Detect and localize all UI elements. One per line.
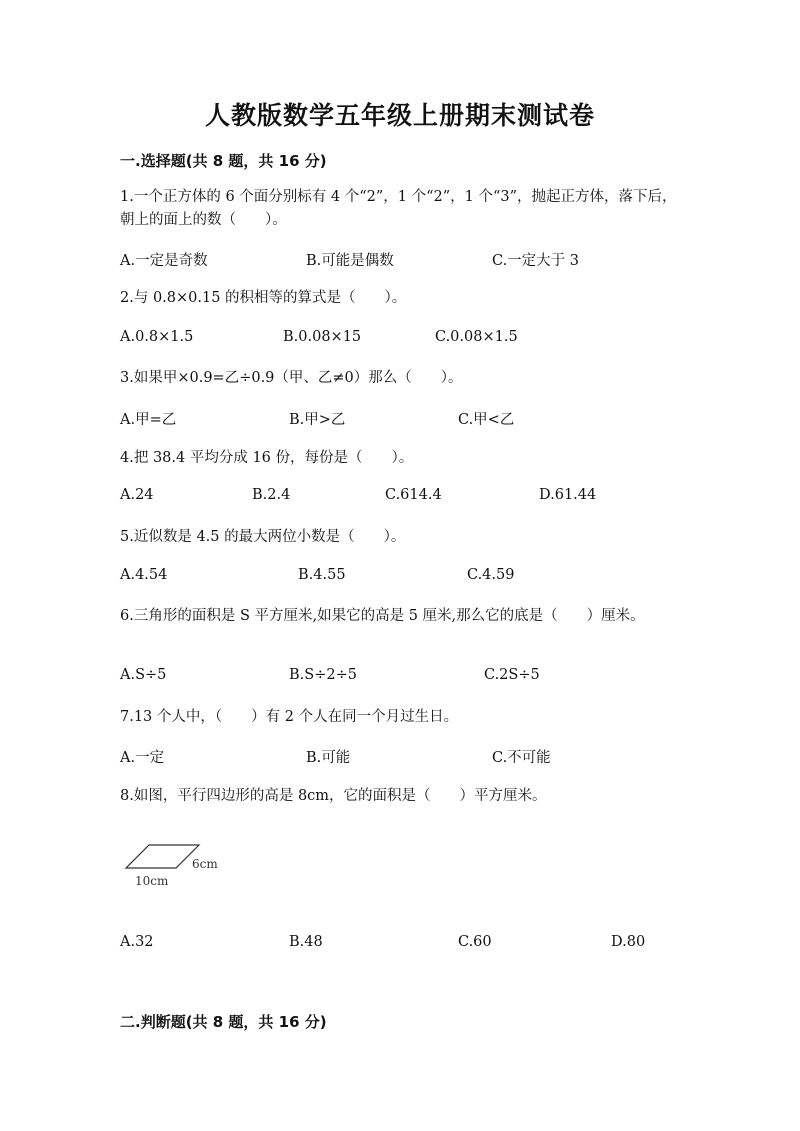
option-6a: A.S÷5: [120, 667, 167, 683]
option-4c: C.614.4: [385, 487, 442, 503]
option-8c: C.60: [458, 934, 492, 950]
option-8b: B.48: [289, 934, 323, 950]
parallelogram-figure: [115, 835, 245, 895]
option-2a: A.0.8×1.5: [120, 329, 194, 345]
question-4: 4.把 38.4 平均分成 16 份，每份是（ ）。: [120, 450, 414, 466]
option-6b: B.S÷2÷5: [289, 667, 357, 683]
section-heading-judgment: 二.判断题(共 8 题，共 16 分): [120, 1013, 327, 1031]
parallelogram-shape: [126, 845, 199, 868]
option-3b: B.甲>乙: [289, 412, 346, 428]
option-1b: B.可能是偶数: [306, 253, 394, 269]
option-5c: C.4.59: [467, 567, 515, 583]
question-7: 7.13 个人中，（ ）有 2 个人在同一个月过生日。: [120, 709, 459, 725]
base-length-label: 10cm: [135, 874, 169, 888]
option-8d: D.80: [611, 934, 646, 950]
option-7b: B.可能: [306, 750, 351, 766]
option-4d: D.61.44: [539, 487, 597, 503]
option-1c: C.一定大于 3: [492, 253, 580, 269]
side-length-label: 6cm: [192, 857, 218, 871]
option-7c: C.不可能: [492, 750, 551, 766]
option-2c: C.0.08×1.5: [435, 329, 518, 345]
question-2: 2.与 0.8×0.15 的积相等的算式是（ ）。: [120, 290, 407, 306]
option-8a: A.32: [120, 934, 154, 950]
question-1: 1.一个正方体的 6 个面分别标有 4 个“2”，1 个“2”，1 个“3”，抛起正方体，落下后，朝上的面上的数（ ）。: [120, 189, 677, 228]
option-5b: B.4.55: [298, 567, 346, 583]
section-heading-choice: 一.选择题(共 8 题，共 16 分): [120, 152, 327, 170]
option-2b: B.0.08×15: [283, 329, 362, 345]
question-6: 6.三角形的面积是 S 平方厘米,如果它的高是 5 厘米,那么它的底是（ ）厘米。: [120, 608, 645, 624]
option-4b: B.2.4: [252, 487, 291, 503]
option-3a: A.甲=乙: [120, 412, 177, 428]
option-3c: C.甲<乙: [458, 412, 515, 428]
option-1a: A.一定是奇数: [120, 253, 208, 269]
option-4a: A.24: [120, 487, 154, 503]
question-5: 5.近似数是 4.5 的最大两位小数是（ ）。: [120, 529, 406, 545]
option-6c: C.2S÷5: [484, 667, 540, 683]
question-3: 3.如果甲×0.9=乙÷0.9（甲、乙≠0）那么（ ）。: [120, 370, 463, 386]
page-title: 人教版数学五年级上册期末测试卷: [204, 101, 595, 130]
option-5a: A.4.54: [120, 567, 168, 583]
option-7a: A.一定: [120, 750, 165, 766]
question-8: 8.如图，平行四边形的高是 8cm，它的面积是（ ）平方厘米。: [120, 788, 547, 804]
